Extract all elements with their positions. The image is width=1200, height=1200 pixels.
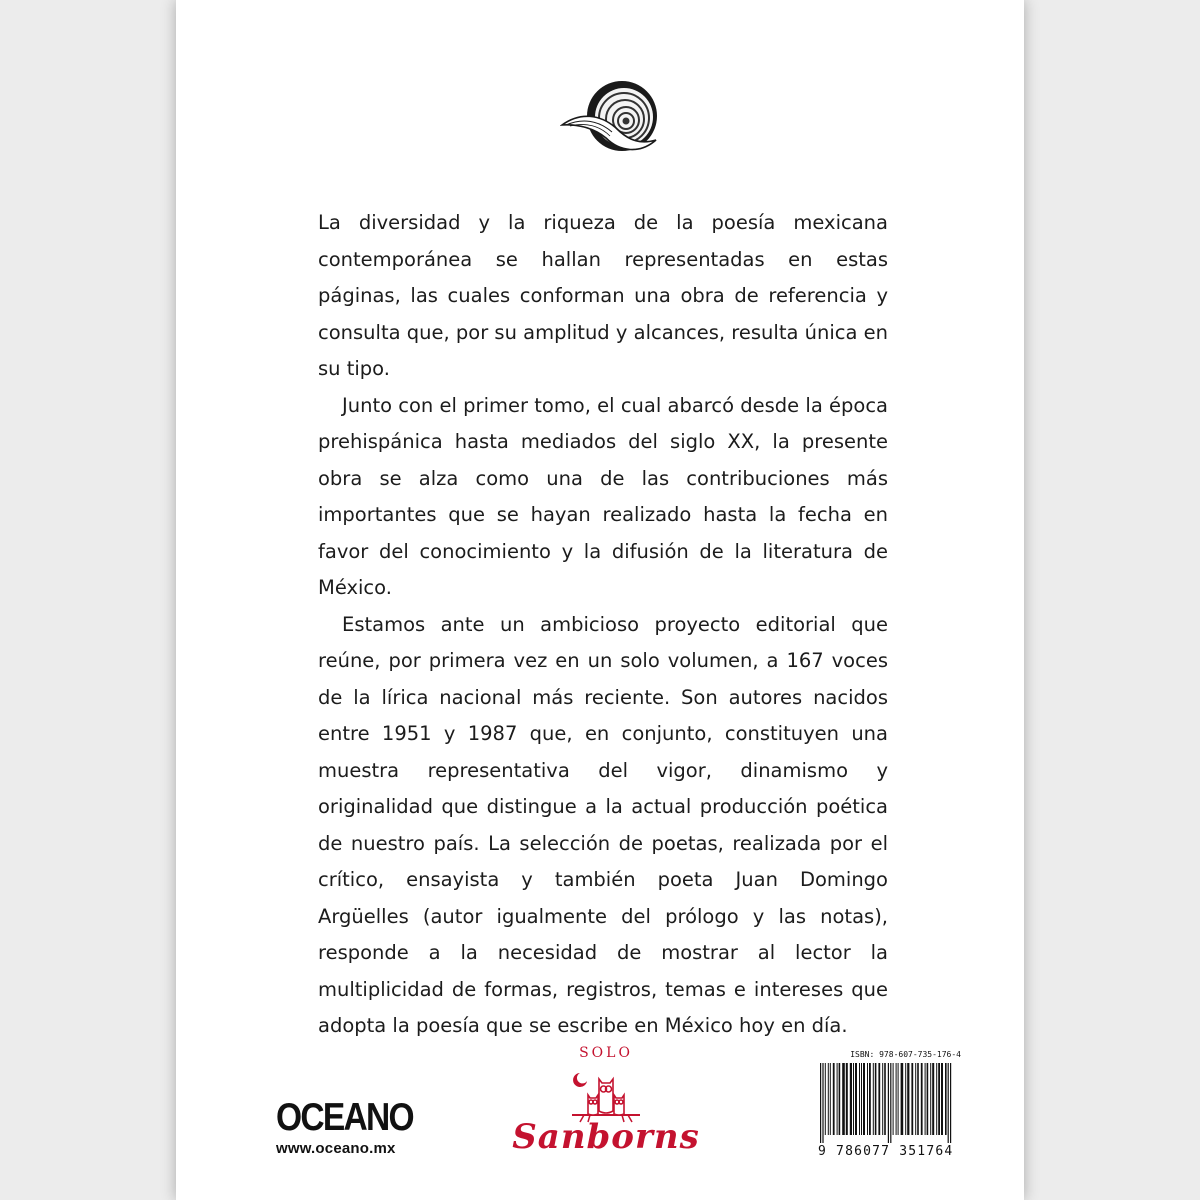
barcode-bar: [907, 1063, 909, 1135]
barcode-icon: [818, 1063, 961, 1143]
barcode-bar: [938, 1063, 940, 1135]
barcode-bar: [921, 1063, 923, 1135]
barcode-bar: [878, 1063, 880, 1135]
barcode-bar: [884, 1063, 886, 1135]
barcode-bar: [925, 1063, 926, 1135]
barcode-bar: [890, 1063, 891, 1143]
publisher-logo: [276, 1098, 435, 1157]
isbn-barcode-digits: 9 786077 351764: [818, 1144, 954, 1159]
blurb-paragraph: La diversidad y la riqueza de la poesía mexicana contemporánea se hallan representadas en estas páginas, las cuales conforman una obra de referencia y consulta que, por su amplitud y alcances, resulta única en su tipo.: [318, 211, 888, 380]
barcode-bar: [945, 1063, 947, 1135]
retailer-prefix: SOLO: [579, 1045, 633, 1061]
barcode-bar: [893, 1063, 894, 1135]
barcode-bar: [911, 1063, 913, 1135]
retailer-logo: [506, 1045, 706, 1163]
barcode-bar: [917, 1063, 919, 1135]
barcode-bar: [855, 1063, 857, 1135]
isbn-label: ISBN: 978-607-735-176-4: [850, 1050, 961, 1059]
barcode-bar: [828, 1063, 829, 1135]
barcode-bar: [820, 1063, 821, 1143]
barcode-bar: [822, 1063, 823, 1143]
barcode-bar: [825, 1063, 826, 1135]
back-cover: [176, 0, 1024, 1200]
blurb-text: [318, 205, 888, 1045]
barcode-bar: [833, 1063, 835, 1135]
barcode-bar: [873, 1063, 874, 1135]
barcode-bar: [842, 1063, 845, 1135]
barcode-bar: [932, 1063, 934, 1135]
barcode-bar: [853, 1063, 854, 1135]
barcode-bar: [846, 1063, 848, 1135]
barcode-bar: [941, 1063, 943, 1135]
barcode-bar: [837, 1063, 838, 1135]
barcode-bar: [869, 1063, 871, 1135]
barcode-bar: [896, 1063, 897, 1135]
owls-icon: [566, 1065, 646, 1125]
barcode-bar: [915, 1063, 916, 1135]
barcode-bar: [830, 1063, 831, 1135]
publisher-name: OCEANO: [276, 1096, 413, 1139]
barcode-bar: [948, 1063, 949, 1143]
barcode-bar: [850, 1063, 852, 1135]
isbn-barcode: [818, 1050, 961, 1159]
barcode-bar: [863, 1063, 865, 1135]
barcode-bar: [927, 1063, 929, 1135]
blurb-paragraph: Estamos ante un ambicioso proyecto editorial que reúne, por primera vez en un solo volumen, a 167 voces de la lírica nacional más reciente. Son autores nacidos entre 1951 y 1987 que, en conjunto, constituyen una muestra representativa del vigor, dinamismo y originalidad que distingue a la actual producción poética de nuestro país. La selección de poetas, realizada por el crítico, ensayista y también poeta Juan Domingo Argüelles (autor igualmente del prólogo y las notas), responde a la necesidad de mostrar al lector la multiplicidad de formas, registros, temas e intereses que adopta la poesía que se escribe en México hoy en día.: [318, 612, 888, 1037]
barcode-bar: [859, 1063, 860, 1135]
barcode-bar: [901, 1063, 904, 1135]
barcode-bar: [861, 1063, 862, 1135]
publisher-url: www.oceano.mx: [276, 1140, 396, 1157]
barcode-bar: [905, 1063, 906, 1135]
barcode-bar: [867, 1063, 868, 1135]
retailer-name: Sanborns: [512, 1117, 700, 1157]
barcode-bar: [898, 1063, 899, 1135]
barcode-bar: [950, 1063, 951, 1143]
barcode-bar: [875, 1063, 877, 1135]
barcode-bar: [888, 1063, 889, 1143]
blurb-paragraph: Junto con el primer tomo, el cual abarcó desde la época prehispánica hasta mediados del siglo XX, la presente obra se alza como una de las contribuciones más importantes que se hayan realizado hasta la fecha en favor del conocimiento y la difusión de la literatura de México.: [318, 393, 888, 599]
barcode-bar: [936, 1063, 937, 1135]
barcode-bar: [839, 1063, 841, 1135]
spiral-shell-icon: [560, 70, 660, 160]
barcode-bar: [882, 1063, 883, 1135]
barcode-bar: [930, 1063, 931, 1135]
